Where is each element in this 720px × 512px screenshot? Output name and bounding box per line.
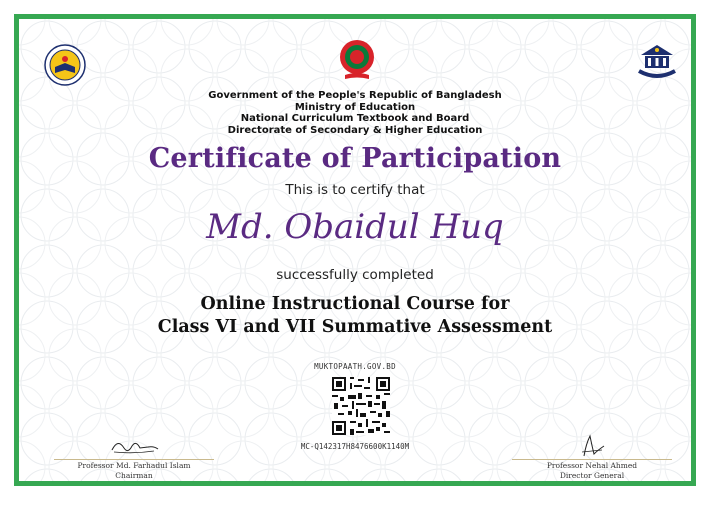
- signature-line: [54, 459, 214, 460]
- signatory-org: National Curriculum and Textbook Board: [55, 480, 213, 486]
- recipient-name: Md. Obaidul Huq: [206, 207, 504, 247]
- course-title-line: Online Instructional Course for: [200, 294, 510, 314]
- signatory-chairman: [29, 434, 239, 486]
- directorate-logo-icon: [631, 41, 683, 81]
- signatory-role: Director General: [559, 470, 625, 480]
- qr-code[interactable]: [332, 377, 390, 435]
- authority-line: National Curriculum Textbook and Board: [240, 113, 470, 124]
- authority-line: Directorate of Secondary & Higher Education: [227, 124, 483, 136]
- signature-mark: [487, 434, 696, 458]
- course-title-line: Class VI and VII Summative Assessment: [157, 317, 553, 337]
- issuing-authority: [19, 90, 691, 136]
- certify-text: This is to certify that: [285, 182, 425, 198]
- authority-line: Ministry of Education: [294, 101, 416, 113]
- signatory-name: Professor Md. Farhadul Islam: [77, 461, 191, 470]
- certificate-title: Certificate of Participation: [148, 143, 562, 174]
- signature-line: [512, 459, 672, 460]
- certificate-id: MC-Q142317H8476600K1140M: [300, 442, 410, 451]
- signatory-role: Chairman: [115, 470, 153, 480]
- certificate-frame: [14, 14, 696, 486]
- textbook-board-logo-icon: [43, 43, 87, 87]
- government-emblem-icon: [339, 39, 375, 81]
- completed-text: successfully completed: [276, 267, 434, 283]
- course-title: [19, 293, 691, 339]
- signature-mark: [29, 434, 239, 458]
- verification-site: MUKTOPAATH.GOV.BD: [314, 362, 396, 371]
- signatory-name: Professor Nehal Ahmed: [546, 461, 638, 470]
- signatory-org: Directorate of Secondary and Higher Education: [500, 480, 684, 486]
- signatory-director-general: [487, 434, 696, 486]
- authority-line: Government of the People's Republic of Bangladesh: [208, 90, 502, 101]
